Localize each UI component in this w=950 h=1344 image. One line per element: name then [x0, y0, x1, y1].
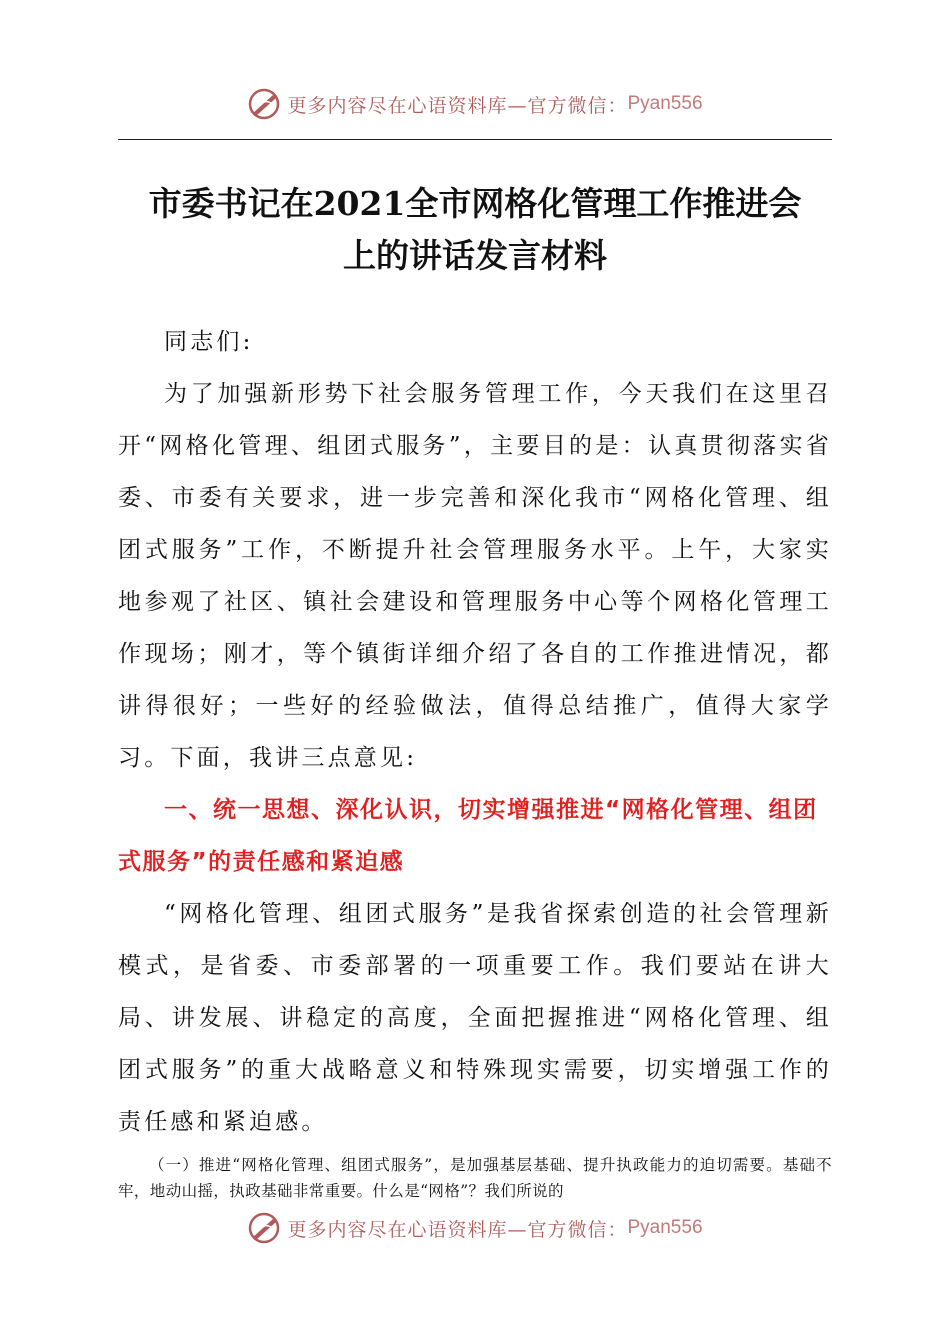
watermark-id: Pyan556: [627, 1217, 703, 1238]
section-1-heading: 一、统一思想、深化认识，切实增强推进“网格化管理、组团式服务”的责任感和紧迫感: [118, 797, 818, 875]
document-title: [118, 178, 832, 282]
header-watermark: [0, 84, 950, 124]
section-1-paragraph: “网格化管理、组团式服务”是我省探索创造的社会管理新模式，是省委、市委部署的一项重要工作。我们要站在讲大局、讲发展、讲稳定的高度，全面把握推进“网格化管理、组团式服务”的重大战略意义和特殊现实需要，切实增强工作的责任感和紧迫感。: [118, 901, 832, 1135]
pen-logo-icon: [247, 1211, 281, 1245]
watermark-id: Pyan556: [627, 93, 703, 114]
intro-paragraph: 为了加强新形势下社会服务管理工作，今天我们在这里召开“网格化管理、组团式服务”，主要目的是：认真贯彻落实省委、市委有关要求，进一步完善和深化我市“网格化管理、组团式服务”工作，不断提升社会管理服务水平。上午，大家实地参观了社区、镇社会建设和管理服务中心等个网格化管理工作现场；刚才，等个镇街详细介绍了各自的工作推进情况，都讲得很好；一些好的经验做法，值得总结推广，值得大家学习。下面，我讲三点意见:: [118, 381, 832, 771]
subsection-1-paragraph: （一）推进“网格化管理、组团式服务”，是加强基层基础、提升执政能力的迫切需要。基础不牢，地动山摇，执政基础非常重要。什么是“网格”？我们所说的: [118, 1156, 832, 1200]
footer-watermark: [0, 1208, 950, 1248]
document-body: [118, 316, 832, 1204]
pen-logo-icon: [247, 87, 281, 121]
header-rule: [118, 139, 832, 140]
title-line-1: 市委书记在2021全市网格化管理工作推进会: [148, 184, 802, 223]
title-line-2: 上的讲话发言材料: [343, 236, 607, 275]
watermark-text: 更多内容尽在心语资料库—官方微信：: [287, 1218, 628, 1241]
watermark-text: 更多内容尽在心语资料库—官方微信：: [287, 94, 628, 117]
greeting: 同志们:: [164, 329, 254, 355]
